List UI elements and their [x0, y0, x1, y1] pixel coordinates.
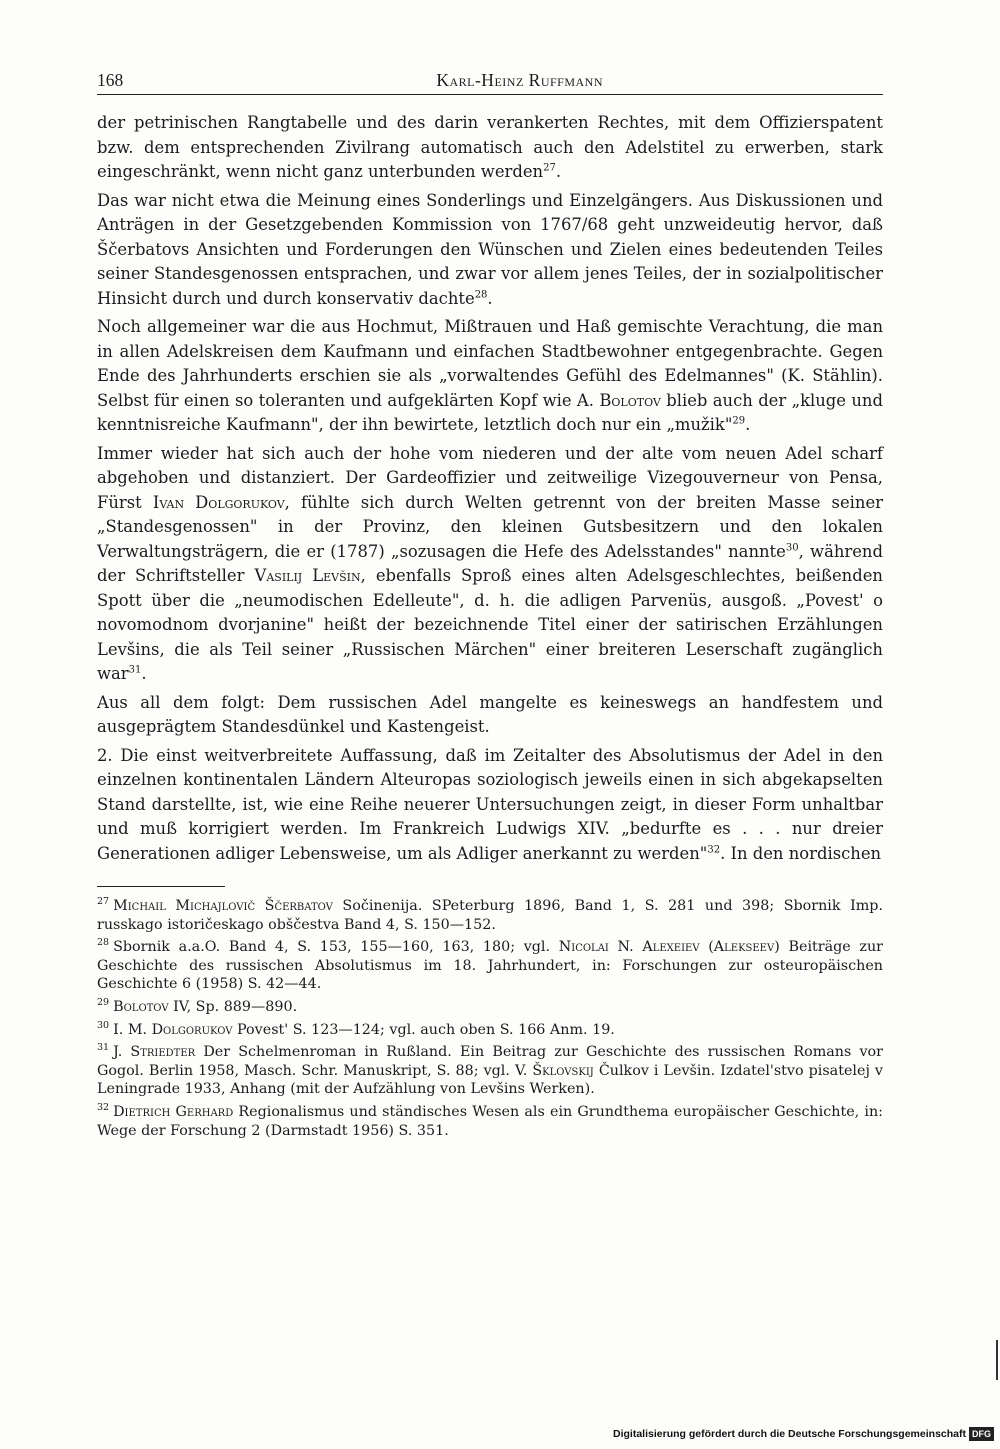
text: I. M. [113, 1021, 152, 1038]
person-name: Vasilij Levšin [254, 566, 361, 585]
footnote-32 [97, 1103, 883, 1140]
person-name: Ivan Dolgorukov [152, 492, 285, 512]
footnote-ref[interactable]: 28 [474, 289, 488, 301]
text: Povest' S. 123—124; vgl. auch oben S. 166 Anm. 19. [232, 1021, 615, 1038]
person-name: Bolotov [599, 390, 661, 410]
text: , fühlte sich durch Welten getrennt von der breiten Masse seiner „Standesgenossen" in der Provinz, den kleinen Gutsbesitzern und den lokalen Verwaltungsträgern, die er (1787) „sozusagen die Hefe des Adelsstandes" nannte [97, 492, 883, 561]
footnote-divider [97, 886, 225, 887]
dfg-logo: DFG [969, 1427, 994, 1441]
paragraph-5 [97, 691, 883, 740]
person-name: Nicolai N. Alexeiev (Alekseev) [558, 939, 780, 956]
text: , während der Schriftsteller [97, 541, 883, 585]
text: . [487, 288, 493, 308]
text: Beiträge zur Geschichte des russischen Absolutismus im 18. Jahrhundert, in: Forschungen zur osteuropäischen Geschichte 6 (1958) S. 42—44. [97, 939, 883, 993]
paragraph-2 [97, 189, 883, 312]
text: Regionalismus und ständisches Wesen als ein Grundthema europäischer Geschichte, in: Wege der Forschung 2 (Darmstadt 1956) S. 351. [97, 1103, 883, 1139]
person-name: Michail Michajlovič Ščerbatov [113, 898, 333, 914]
footnote-30 [97, 1021, 883, 1040]
text: Sbornik a.a.O. Band 4, S. 153, 155—160, 163, 180; vgl. [113, 939, 559, 956]
paragraph-1 [97, 111, 883, 185]
footnote-ref[interactable]: 29 [732, 415, 746, 427]
text: Das war nicht etwa die Meinung eines Sonderlings und Einzelgängers. Aus Diskussionen und Anträgen in der Gesetzgebenden Kommission von 1767/68 geht unzweideutig hervor, daß Ščerbatovs Ansichten und Forderungen den Wünschen und Zielen eines bedeutenden Teiles seiner Standesgenossen entsprachen, und zwar vor allem jenes Teiles, der in sozialpolitischer Hinsicht durch und durch konservativ dachte [97, 190, 883, 308]
footnote-ref[interactable]: 27 [543, 162, 556, 174]
footnote-31 [97, 1043, 883, 1099]
text: blieb auch der „kluge und kenntnisreiche Kaufmann", der ihn bewirtete, letztlich doch nur ein „mužik" [97, 390, 883, 434]
text: Noch allgemeiner war die aus Hochmut, Mißtrauen und Haß gemischte Verachtung, die man in allen Adelskreisen dem Kaufmann und einfachen Stadtbewohner entgegenbrachte. Gegen Ende des Jahrhunderts erschien sie als „vorwaltendes Gefühl des Edelmannes" (K. Stählin). Selbst für einen so toleranten und aufgeklärten Kopf wie A. [97, 317, 883, 410]
text: Aus all dem folgt: Dem russischen Adel mangelte es keineswegs an handfestem und ausgeprägtem Standesdünkel und Kastengeist. [97, 692, 883, 736]
footnote-29 [97, 998, 883, 1017]
person-name: Striedter [130, 1044, 196, 1061]
text: Čulkov i Levšin. Izdatel'stvo pisatelej v Leningrade 1933, Anhang (mit der Aufzählung von Levšins Werken). [97, 1062, 883, 1098]
running-head-author: Karl-Heinz Ruffmann [436, 70, 603, 90]
paragraph-4 [97, 442, 883, 687]
footnote-number: 27 [97, 896, 110, 908]
paragraph-6 [97, 744, 883, 867]
text: IV, Sp. 889—890. [168, 998, 298, 1015]
credit-text: Digitalisierung gefördert durch die Deutsche Forschungsgemeinschaft [613, 1428, 966, 1440]
text: . In den nordischen [720, 843, 882, 863]
footnote-number: 28 [97, 937, 110, 949]
person-name: Dolgorukov [151, 1021, 233, 1038]
text: Immer wieder hat sich auch der hohe vom niederen und der alte vom neuen Adel scharf abgehoben und distanziert. Der Gardeoffizier und zeitweilige Vizegouverneur von Pensa, Fürst [97, 443, 883, 512]
text: 2. Die einst weitverbreitete Auffassung, daß im Zeitalter des Absolutismus der Adel in den einzelnen kontinentalen Ländern Alteuropas soziologisch jeweils einen in sich abgekapselten Stand darstellte, ist, wie eine Reihe neuerer Untersuchungen zeigt, in dieser Form unhaltbar und muß korrigiert werden. Im Frankreich Ludwigs XIV. „bedurfte es . . . nur dreier Generationen adliger Lebensweise, um als Adliger anerkannt zu werden" [97, 745, 883, 863]
footnote-number: 29 [97, 997, 110, 1009]
page-number: 168 [97, 70, 124, 90]
page [97, 70, 883, 1144]
footnote-ref[interactable]: 31 [128, 664, 142, 676]
footnote-27 [97, 897, 883, 934]
paragraph-3 [97, 315, 883, 438]
text: Sočinenija. SPeterburg 1896, Band 1, S. 281 und 398; Sbornik Imp. russkago istoričeskago obščestva Band 4, S. 150—152. [97, 898, 883, 933]
running-head [97, 70, 883, 95]
footnotes [97, 897, 883, 1140]
person-name: Šklovskij [532, 1062, 594, 1079]
text: J. [113, 1044, 131, 1061]
footnote-ref[interactable]: 30 [785, 542, 799, 554]
body-text [97, 111, 883, 866]
text: der petrinischen Rangtabelle und des darin verankerten Rechtes, mit dem Offizierspatent bzw. dem entsprechenden Zivilrang automatisch auch den Adelstitel zu erwerben, stark eingeschränkt, wenn nicht ganz unterbunden werden [97, 113, 883, 181]
footnote-28 [97, 938, 883, 994]
footnote-number: 31 [97, 1042, 110, 1054]
footnote-number: 30 [97, 1019, 110, 1031]
scan-edge-mark [996, 1340, 998, 1380]
footnote-number: 32 [97, 1102, 110, 1114]
person-name: Bolotov [113, 998, 169, 1015]
text: . [141, 664, 147, 683]
text: . [745, 415, 751, 434]
text: . [555, 162, 562, 181]
dfg-credit [613, 1427, 994, 1441]
footnote-ref[interactable]: 32 [707, 844, 721, 856]
text: Der Schelmenroman in Rußland. Ein Beitrag zur Geschichte des russischen Romans vor Gogol. Berlin 1958, Masch. Schr. Manuskript, S. 88; vgl. V. [97, 1044, 883, 1079]
text: , ebenfalls Sproß eines alten Adelsgeschlechtes, beißenden Spott über die „neumodischen Edelleute", d. h. die adligen Parvenüs, ausgoß. „Povest' o novomodnom dvorjanine" heißt der bezeichnende Titel einer der satirischen Erzählungen Levšins, die als Teil seiner „Russischen Märchen" einer breiteren Leserschaft zugänglich war [97, 566, 883, 683]
person-name: Dietrich Gerhard [113, 1103, 234, 1120]
